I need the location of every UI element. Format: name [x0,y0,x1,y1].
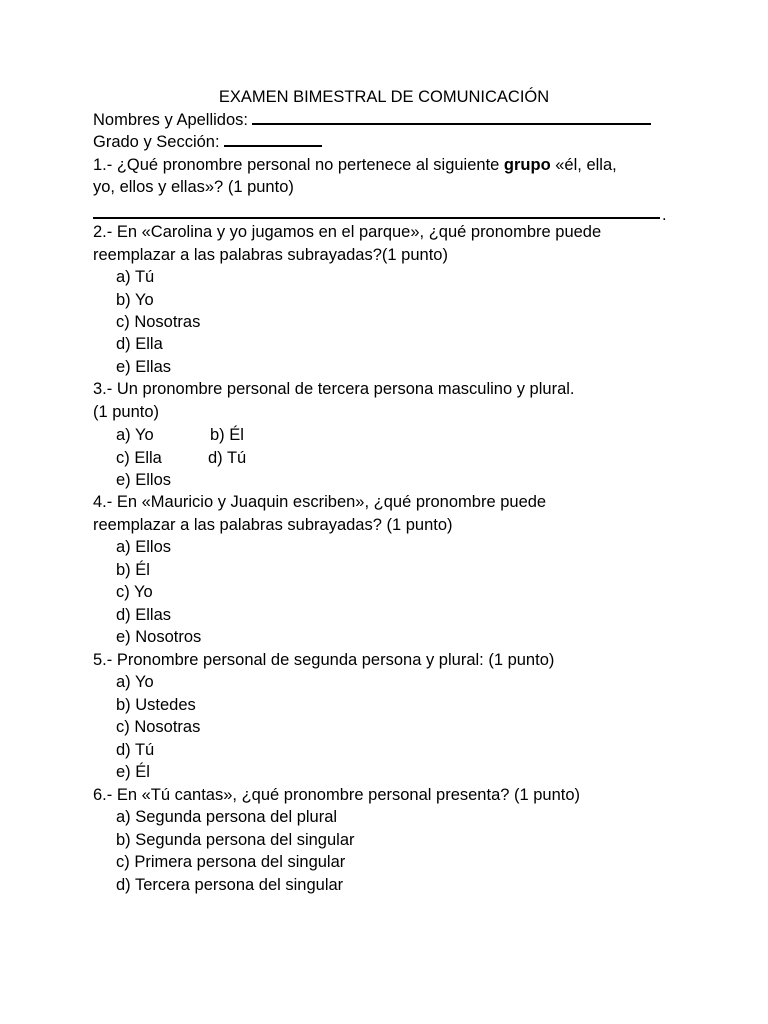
q1-bold-word: grupo [503,156,551,174]
q4-option[interactable]: a) Ellos [116,538,172,556]
q2-line1: 2.- En «Carolina y yo jugamos en el parque», ¿qué pronombre puede [93,223,602,241]
q3-line2: (1 punto) [93,403,160,421]
q2-option[interactable]: e) Ellas [116,358,172,376]
q2-option[interactable]: d) Ella [116,335,163,353]
q1-text-a: 1.- ¿Qué pronombre personal no pertenece al siguiente [93,156,504,174]
name-field [93,109,651,131]
q3-option-e[interactable]: e) Ellos [116,471,172,489]
q1-line1 [93,154,617,176]
q3-option-d[interactable]: d) Tú [208,449,247,467]
q4-option[interactable]: e) Nosotros [116,628,202,646]
q6-option[interactable]: b) Segunda persona del singular [116,831,355,849]
q4-line2: reemplazar a las palabras subrayadas? (1 punto) [93,516,453,534]
name-blank[interactable] [252,109,651,125]
q4-option[interactable]: d) Ellas [116,606,172,624]
exam-title: EXAMEN BIMESTRAL DE COMUNICACIÓN [218,88,550,106]
q4-option[interactable]: b) Él [116,561,150,579]
q5-option[interactable]: e) Él [116,763,150,781]
q5-option[interactable]: b) Ustedes [116,696,196,714]
q2-line2: reemplazar a las palabras subrayadas?(1 punto) [93,246,448,264]
q2-option[interactable]: a) Tú [116,268,155,286]
q2-option[interactable]: c) Nosotras [116,313,201,331]
q6-option[interactable]: a) Segunda persona del plural [116,808,338,826]
q5-line1: 5.- Pronombre personal de segunda persona y plural: (1 punto) [93,651,555,669]
q6-option[interactable]: c) Primera persona del singular [116,853,346,871]
q1-text-b: «él, ella, [550,156,617,174]
name-label: Nombres y Apellidos: [93,111,248,129]
q4-option[interactable]: c) Yo [116,583,153,601]
q5-option[interactable]: a) Yo [116,673,154,691]
q3-option-b[interactable]: b) Él [210,426,244,444]
q1-answer-line[interactable] [93,217,660,219]
q5-option[interactable]: c) Nosotras [116,718,201,736]
q6-line1: 6.- En «Tú cantas», ¿qué pronombre personal presenta? (1 punto) [93,786,581,804]
q5-option[interactable]: d) Tú [116,741,155,759]
q6-option[interactable]: d) Tercera persona del singular [116,876,344,894]
q3-line1: 3.- Un pronombre personal de tercera persona masculino y plural. [93,380,575,398]
grade-label: Grado y Sección: [93,133,220,151]
grade-blank[interactable] [224,131,322,147]
q3-option-a[interactable]: a) Yo [116,426,154,444]
q4-line1: 4.- En «Mauricio y Juaquin escriben», ¿qué pronombre puede [93,493,547,511]
q3-option-c[interactable]: c) Ella [116,449,162,467]
q1-line2: yo, ellos y ellas»? (1 punto) [93,178,294,196]
q1-answer-end: . [662,206,667,224]
grade-field [93,131,322,153]
q2-option[interactable]: b) Yo [116,291,154,309]
